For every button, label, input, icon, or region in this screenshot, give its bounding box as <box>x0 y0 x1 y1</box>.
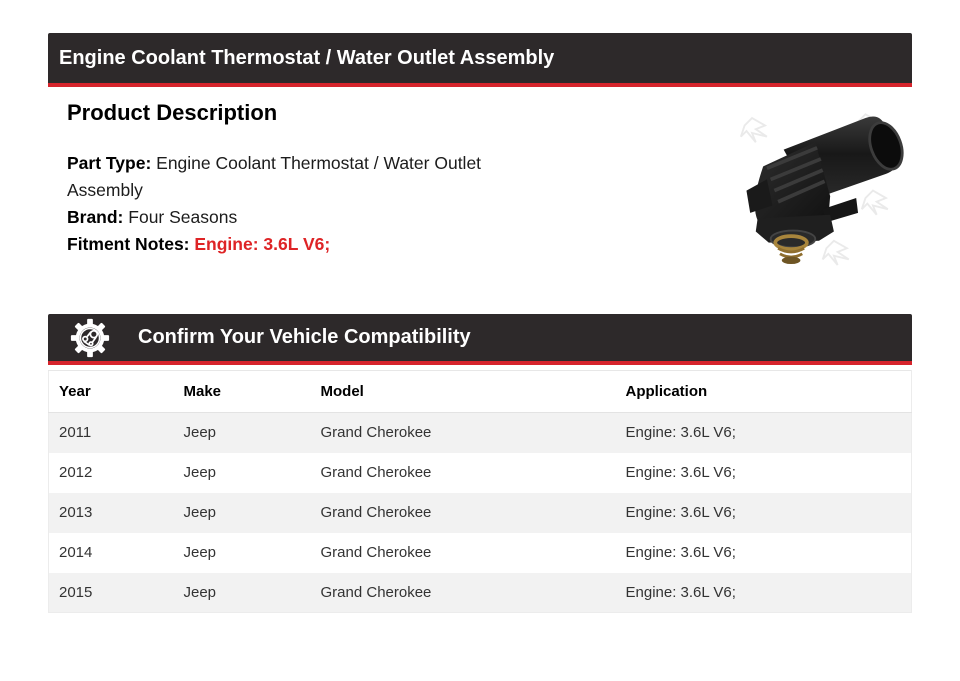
cell-model: Grand Cherokee <box>320 544 432 561</box>
cell-make: Jeep <box>183 424 217 442</box>
cell-model: Grand Cherokee <box>320 464 432 481</box>
table-row <box>49 453 912 493</box>
fitment-table <box>48 370 912 613</box>
part-type-label: Part Type: <box>67 153 152 173</box>
table-row <box>49 573 912 613</box>
column-header-application: Application <box>616 371 912 413</box>
cell-year: 2011 <box>59 424 92 442</box>
cell-model: Grand Cherokee <box>320 504 432 521</box>
table-header-row <box>49 371 912 413</box>
cell-model: Grand Cherokee <box>320 583 432 601</box>
table-row <box>49 413 912 453</box>
page-content <box>48 33 912 613</box>
cell-application: Engine: 3.6L V6; <box>625 424 736 442</box>
brand-label: Brand: <box>67 207 124 227</box>
column-header-make: Make <box>174 371 311 413</box>
table-row <box>49 493 912 533</box>
column-header-year: Year <box>49 371 174 413</box>
description-heading: Product Description <box>67 100 278 125</box>
gear-icon <box>69 317 111 359</box>
product-description-section <box>48 87 912 314</box>
cell-application: Engine: 3.6L V6; <box>625 464 736 481</box>
cell-application: Engine: 3.6L V6; <box>625 583 736 601</box>
description-details <box>67 150 512 258</box>
cell-year: 2015 <box>59 583 93 601</box>
compatibility-heading: Confirm Your Vehicle Compatibility <box>138 326 471 348</box>
compatibility-bar <box>48 314 912 365</box>
cell-application: Engine: 3.6L V6; <box>625 504 736 521</box>
cell-model: Grand Cherokee <box>320 424 432 442</box>
fitment-notes-label: Fitment Notes: <box>67 234 190 254</box>
table-row <box>49 533 912 573</box>
cell-year: 2012 <box>59 464 93 481</box>
thermostat-element <box>771 231 816 264</box>
cell-year: 2013 <box>59 504 93 521</box>
part-type-value: Engine Coolant Thermostat / Water Outlet Assembly <box>67 153 482 200</box>
product-title: Engine Coolant Thermostat / Water Outlet Assembly <box>59 46 555 69</box>
cell-make: Jeep <box>183 544 217 561</box>
fitment-notes-value: Engine: 3.6L V6; <box>194 234 331 254</box>
cell-make: Jeep <box>183 504 217 521</box>
column-header-model: Model <box>311 371 616 413</box>
cell-make: Jeep <box>183 583 217 601</box>
cell-year: 2014 <box>59 544 93 561</box>
product-title-bar <box>48 33 912 87</box>
product-photo <box>726 101 912 269</box>
cell-application: Engine: 3.6L V6; <box>625 544 736 561</box>
cell-make: Jeep <box>183 464 217 481</box>
brand-value: Four Seasons <box>128 207 238 227</box>
